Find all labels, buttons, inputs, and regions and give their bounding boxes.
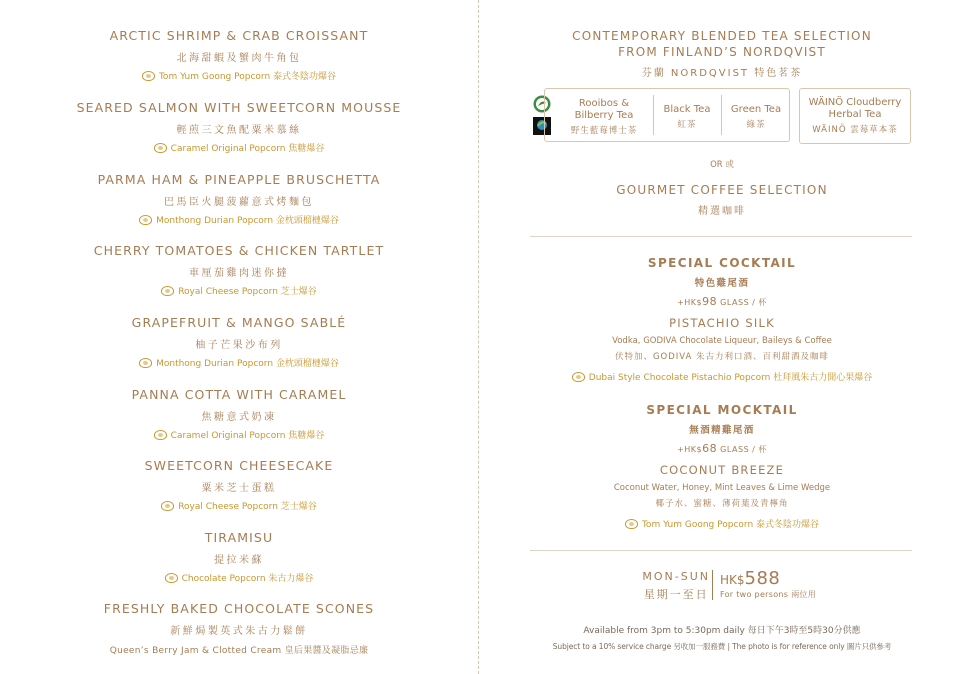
dish-name: FRESHLY BAKED CHOCOLATE SCONES xyxy=(103,601,375,616)
dish-name-zh: 焦糖意式奶凍 xyxy=(201,412,277,423)
dish-name-zh: 粟米芝士蛋糕 xyxy=(201,483,277,494)
mocktail-pairing xyxy=(512,517,932,530)
popcorn-icon xyxy=(154,430,167,440)
section-divider xyxy=(530,550,912,551)
mocktail-title: SPECIAL MOCKTAIL xyxy=(646,403,798,417)
dish-name-zh: 提拉米蘇 xyxy=(214,555,264,566)
popcorn-icon xyxy=(161,501,174,511)
popcorn-label: Royal Cheese Popcorn 芝士爆谷 xyxy=(178,502,317,512)
dish-name: PARMA HAM & PINEAPPLE BRUSCHETTA xyxy=(97,172,381,187)
tea-option-zh: 紅茶 xyxy=(677,120,697,130)
price-value: 98 xyxy=(702,295,718,308)
dish-name-zh: 車厘茄雞肉迷你撻 xyxy=(189,268,289,279)
days-en: MON-SUN xyxy=(642,570,710,583)
menu-item xyxy=(0,315,478,369)
mocktail-description-zh: 椰子水、蜜糖、薄荷葉及青檸角 xyxy=(655,499,789,509)
tea-option-name: Green Tea xyxy=(730,104,782,115)
tea-options-box xyxy=(544,88,790,142)
popcorn-label: Dubai Style Chocolate Pistachio Popcorn 杜拜風朱古力開心果爆谷 xyxy=(588,373,873,383)
popcorn-pairing xyxy=(0,213,478,226)
tea-title-line2: FROM FINLAND’S NORDQVIST xyxy=(618,45,826,59)
popcorn-icon xyxy=(572,372,585,382)
popcorn-icon xyxy=(165,573,178,583)
tea-option-name-line2: Bilberry Tea xyxy=(574,110,634,121)
popcorn-icon xyxy=(139,358,152,368)
popcorn-pairing xyxy=(0,141,478,154)
popcorn-label: Monthong Durian Popcorn 金枕頭榴槤爆谷 xyxy=(156,216,339,226)
price-suffix: GLASS / 杯 xyxy=(720,445,767,454)
coffee-title-zh: 精選咖啡 xyxy=(698,206,746,217)
tea-option-rooibos xyxy=(545,98,663,137)
dish-name-zh: 巴馬臣火腿菠蘿意式烤麵包 xyxy=(164,197,314,208)
tea-option-name: WÄINÖ Cloudberry xyxy=(808,97,902,108)
popcorn-icon xyxy=(142,71,155,81)
tea-option-zh: 野生藍莓博士茶 xyxy=(570,126,638,136)
herbal-tea-box xyxy=(799,88,911,144)
tea-option-herbal xyxy=(800,97,910,136)
cocktail-description: Vodka, GODIVA Chocolate Liqueur, Baileys & Coffee xyxy=(612,336,832,346)
popcorn-label: Chocolate Popcorn 朱古力爆谷 xyxy=(181,574,314,584)
dish-name: PANNA COTTA WITH CARAMEL xyxy=(131,387,347,402)
price-separator xyxy=(712,570,713,600)
menu-item xyxy=(0,243,478,297)
footnote-text: Subject to a 10% service charge 另收加一服務費 | The photo is for reference only 圖片只供參考 xyxy=(552,642,892,651)
tea-option-zh: 綠茶 xyxy=(746,120,766,130)
cocktail-price xyxy=(512,295,932,308)
mocktail-price xyxy=(512,442,932,455)
mocktail-section xyxy=(512,402,932,530)
cocktail-pairing xyxy=(512,370,932,383)
dish-name: SWEETCORN CHEESECAKE xyxy=(144,458,334,473)
menu-item xyxy=(0,100,478,154)
menu-item xyxy=(0,458,478,512)
popcorn-label: Caramel Original Popcorn 焦糖爆谷 xyxy=(170,431,325,441)
drinks-column xyxy=(512,0,932,674)
tea-title-line1: CONTEMPORARY BLENDED TEA SELECTION xyxy=(572,29,872,43)
cocktail-description-zh: 伏特加、GODIVA 朱古力利口酒、百利甜酒及咖啡 xyxy=(614,352,830,362)
days-zh: 星期一至日 xyxy=(643,588,709,601)
popcorn-pairing xyxy=(0,571,478,584)
dish-name: ARCTIC SHRIMP & CRAB CROISSANT xyxy=(109,28,369,43)
food-menu-column xyxy=(0,0,478,674)
tea-section-header xyxy=(512,28,932,79)
days-label xyxy=(642,570,710,602)
dish-name-zh: 北海甜蝦及蟹肉牛角包 xyxy=(176,53,302,64)
tea-option-green xyxy=(721,104,791,131)
popcorn-label: Tom Yum Goong Popcorn 泰式冬陰功爆谷 xyxy=(641,520,820,530)
price-for-persons: For two persons 兩位用 xyxy=(720,590,816,599)
price-prefix: +HK$ xyxy=(677,445,703,454)
popcorn-pairing xyxy=(0,69,478,82)
cocktail-section xyxy=(512,255,932,383)
coffee-title: GOURMET COFFEE SELECTION xyxy=(616,183,828,197)
mocktail-name: COCONUT BREEZE xyxy=(659,463,785,477)
price-suffix: GLASS / 杯 xyxy=(720,298,767,307)
menu-item xyxy=(0,28,478,82)
popcorn-label: Tom Yum Goong Popcorn 泰式冬陰功爆谷 xyxy=(158,72,337,82)
popcorn-pairing xyxy=(0,428,478,441)
dish-name: GRAPEFRUIT & MANGO SABLÉ xyxy=(131,315,347,330)
dish-name-zh: 輕煎三文魚配粟米慕絲 xyxy=(176,125,302,136)
tea-title-zh: 芬蘭 NORDQVIST 特色茗茶 xyxy=(641,68,803,79)
price-value: 68 xyxy=(702,442,718,455)
cocktail-name: PISTACHIO SILK xyxy=(669,316,775,330)
tea-option-name-line2: Herbal Tea xyxy=(828,109,882,120)
price-amount: 588 xyxy=(744,568,781,589)
set-price-block xyxy=(512,568,932,604)
price-label xyxy=(720,568,816,600)
dish-name-zh: 柚子芒果沙布列 xyxy=(195,340,283,351)
popcorn-icon xyxy=(154,143,167,153)
popcorn-label: Caramel Original Popcorn 焦糖爆谷 xyxy=(170,144,325,154)
tea-option-name: Black Tea xyxy=(663,104,711,115)
scones-accompaniment: Queen’s Berry Jam & Clotted Cream 皇后果醬及凝脂忌廉 xyxy=(109,646,369,656)
popcorn-label: Monthong Durian Popcorn 金枕頭榴槤爆谷 xyxy=(156,359,339,369)
price-currency: HK$ xyxy=(720,573,745,587)
menu-item xyxy=(0,387,478,441)
availability-text: Available from 3pm to 5:30pm daily 每日下午3時至5時30分供應 xyxy=(583,626,861,636)
mocktail-title-zh: 無酒精雞尾酒 xyxy=(689,425,755,436)
page-divider xyxy=(478,0,479,674)
tea-option-name: Rooibos & xyxy=(578,98,630,109)
popcorn-icon xyxy=(161,286,174,296)
tea-option-zh: WÄINÖ 雲莓草本茶 xyxy=(812,125,898,135)
dish-name: CHERRY TOMATOES & CHICKEN TARTLET xyxy=(93,243,385,258)
menu-item xyxy=(0,530,478,584)
popcorn-pairing xyxy=(0,356,478,369)
popcorn-label: Royal Cheese Popcorn 芝士爆谷 xyxy=(178,287,317,297)
tea-option-black xyxy=(653,104,721,131)
or-divider-text: OR 或 xyxy=(710,160,734,170)
popcorn-icon xyxy=(139,215,152,225)
dish-name: SEARED SALMON WITH SWEETCORN MOUSSE xyxy=(76,100,402,115)
cocktail-title-zh: 特色雞尾酒 xyxy=(694,278,750,289)
cocktail-title: SPECIAL COCKTAIL xyxy=(647,256,797,270)
dish-name: TIRAMISU xyxy=(204,530,274,545)
price-prefix: +HK$ xyxy=(677,298,703,307)
popcorn-pairing xyxy=(0,284,478,297)
mocktail-description: Coconut Water, Honey, Mint Leaves & Lime Wedge xyxy=(613,483,831,493)
popcorn-pairing xyxy=(0,499,478,512)
section-divider xyxy=(530,236,912,237)
popcorn-icon xyxy=(625,519,638,529)
menu-item-scones xyxy=(0,601,478,656)
dish-name-zh: 新鮮焗製英式朱古力鬆餅 xyxy=(170,626,308,637)
menu-item xyxy=(0,172,478,226)
coffee-section xyxy=(512,182,932,217)
